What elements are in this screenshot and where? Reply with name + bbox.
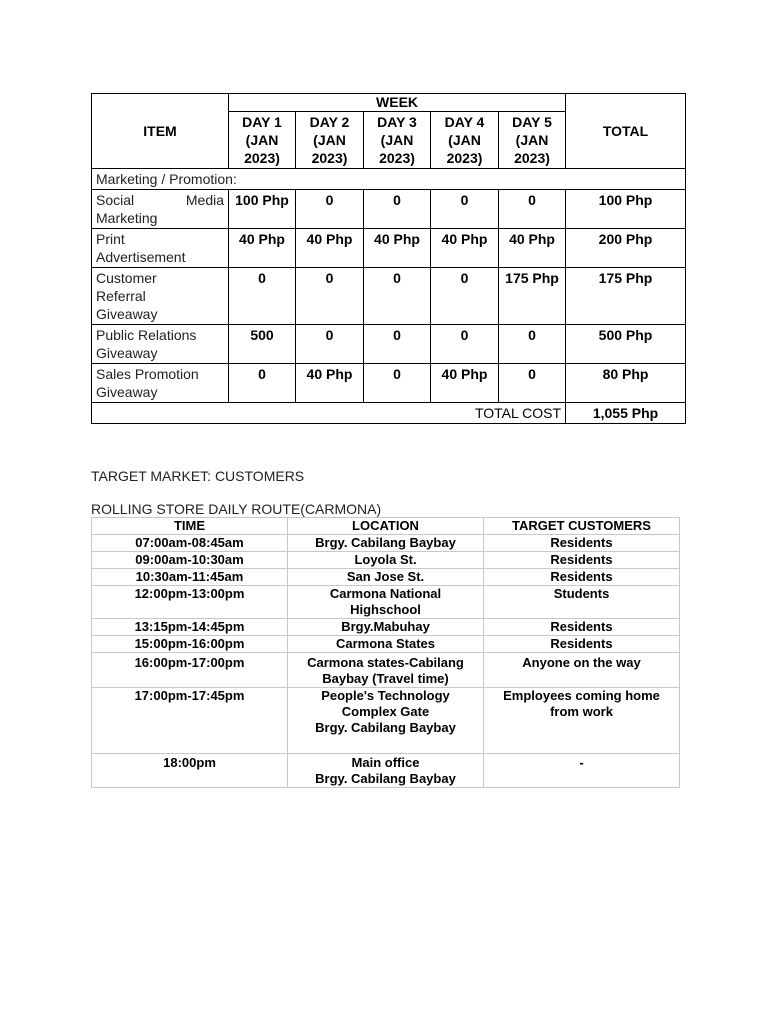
value-cell: 0 — [296, 268, 364, 325]
value-cell: 40 Php — [431, 229, 499, 268]
day-header: DAY 1 (JAN 2023) — [229, 112, 296, 169]
table-row — [92, 552, 680, 569]
total-cell: 80 Php — [566, 364, 686, 403]
item-cell: Print Advertisement — [92, 229, 229, 268]
table-row — [92, 586, 680, 619]
location-cell: Carmona National Highschool — [288, 586, 484, 619]
time-cell: 13:15pm-14:45pm — [92, 619, 288, 636]
day-header: DAY 5 (JAN 2023) — [499, 112, 566, 169]
table-row — [92, 190, 686, 229]
total-cell: 500 Php — [566, 325, 686, 364]
value-cell: 0 — [431, 325, 499, 364]
time-cell: 15:00pm-16:00pm — [92, 636, 288, 653]
item-cell: Customer Referral Giveaway — [92, 268, 229, 325]
value-cell: 0 — [431, 190, 499, 229]
value-cell: 0 — [229, 364, 296, 403]
value-cell: 40 Php — [296, 364, 364, 403]
day-header: DAY 2 (JAN 2023) — [296, 112, 364, 169]
customers-cell: Residents — [484, 552, 680, 569]
customers-cell: Employees coming home from work — [484, 688, 680, 754]
table-row — [92, 268, 686, 325]
day-header: DAY 4 (JAN 2023) — [431, 112, 499, 169]
total-cell: 100 Php — [566, 190, 686, 229]
total-cell: 200 Php — [566, 229, 686, 268]
location-cell: San Jose St. — [288, 569, 484, 586]
value-cell: 0 — [296, 190, 364, 229]
total-cost-row — [92, 403, 686, 424]
time-header: TIME — [92, 518, 288, 535]
table-row — [92, 569, 680, 586]
total-cost-value: 1,055 Php — [566, 403, 686, 424]
item-cell: Sales Promotion Giveaway — [92, 364, 229, 403]
location-cell: Carmona states-Cabilang Baybay (Travel time) — [288, 653, 484, 688]
time-cell: 12:00pm-13:00pm — [92, 586, 288, 619]
table-row — [92, 754, 680, 788]
route-table — [91, 517, 680, 788]
table-row — [92, 636, 680, 653]
value-cell: 0 — [229, 268, 296, 325]
item-cell: Social Media Marketing — [92, 190, 229, 229]
value-cell: 0 — [499, 325, 566, 364]
table-row — [92, 653, 680, 688]
time-cell: 18:00pm — [92, 754, 288, 788]
table-row — [92, 364, 686, 403]
route-header-row — [92, 518, 680, 535]
table-row — [92, 229, 686, 268]
location-cell: People's Technology Complex Gate Brgy. Cabilang Baybay — [288, 688, 484, 754]
value-cell: 0 — [364, 268, 431, 325]
value-cell: 0 — [499, 364, 566, 403]
day-header: DAY 3 (JAN 2023) — [364, 112, 431, 169]
value-cell: 0 — [364, 364, 431, 403]
section-label: Marketing / Promotion: — [92, 169, 686, 190]
table-row — [92, 688, 680, 754]
time-cell: 09:00am-10:30am — [92, 552, 288, 569]
total-cell: 175 Php — [566, 268, 686, 325]
location-cell: Brgy.Mabuhay — [288, 619, 484, 636]
week-header: WEEK — [229, 94, 566, 112]
total-cost-label: TOTAL COST — [92, 403, 566, 424]
value-cell: 40 Php — [296, 229, 364, 268]
customers-cell: Residents — [484, 619, 680, 636]
customers-cell: Residents — [484, 569, 680, 586]
table-row — [92, 535, 680, 552]
value-cell: 0 — [499, 190, 566, 229]
budget-table — [91, 93, 686, 424]
value-cell: 0 — [364, 325, 431, 364]
value-cell: 0 — [364, 190, 431, 229]
value-cell: 175 Php — [499, 268, 566, 325]
value-cell: 500 — [229, 325, 296, 364]
value-cell: 0 — [431, 268, 499, 325]
location-cell: Brgy. Cabilang Baybay — [288, 535, 484, 552]
item-cell: Public Relations Giveaway — [92, 325, 229, 364]
target-customers-header: TARGET CUSTOMERS — [484, 518, 680, 535]
customers-cell: Anyone on the way — [484, 653, 680, 688]
time-cell: 17:00pm-17:45pm — [92, 688, 288, 754]
item-header: ITEM — [92, 94, 229, 169]
time-cell: 16:00pm-17:00pm — [92, 653, 288, 688]
total-header: TOTAL — [566, 94, 686, 169]
value-cell: 40 Php — [431, 364, 499, 403]
customers-cell: Residents — [484, 535, 680, 552]
customers-cell: - — [484, 754, 680, 788]
location-header: LOCATION — [288, 518, 484, 535]
value-cell: 40 Php — [499, 229, 566, 268]
time-cell: 07:00am-08:45am — [92, 535, 288, 552]
location-cell: Carmona States — [288, 636, 484, 653]
target-market-label: TARGET MARKET: CUSTOMERS — [91, 468, 305, 484]
value-cell: 40 Php — [229, 229, 296, 268]
value-cell: 0 — [296, 325, 364, 364]
location-cell: Loyola St. — [288, 552, 484, 569]
customers-cell: Residents — [484, 636, 680, 653]
location-cell: Main office Brgy. Cabilang Baybay — [288, 754, 484, 788]
table-row — [92, 325, 686, 364]
customers-cell: Students — [484, 586, 680, 619]
value-cell: 100 Php — [229, 190, 296, 229]
route-title: ROLLING STORE DAILY ROUTE(CARMONA) — [91, 501, 382, 517]
time-cell: 10:30am-11:45am — [92, 569, 288, 586]
table-row — [92, 619, 680, 636]
value-cell: 40 Php — [364, 229, 431, 268]
